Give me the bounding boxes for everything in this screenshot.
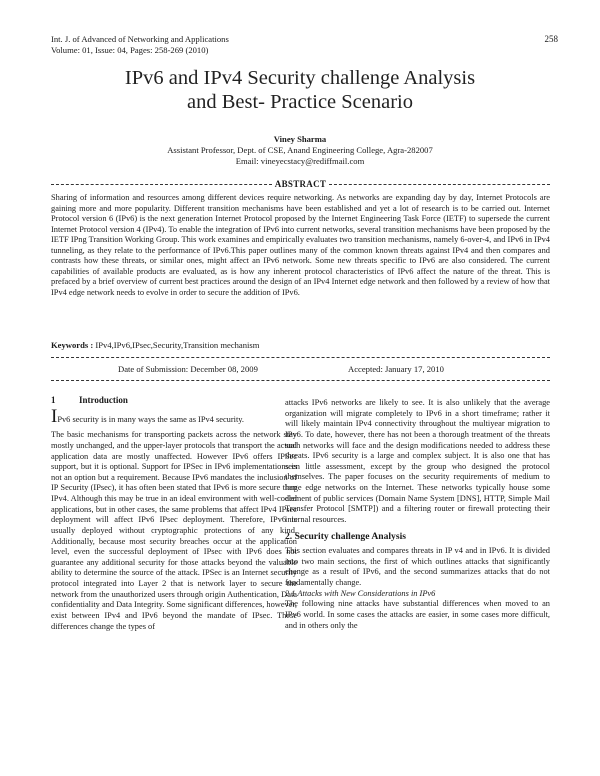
divider <box>329 184 550 185</box>
intro-first-paragraph <box>51 405 297 427</box>
journal-header <box>51 34 229 56</box>
section2-paragraph: This section evaluates and compares threats in IP v4 and in IPv6. It is divided into two main sections, the first of which outlines attacks that significantly change as a result of IPv6, and the second summarizes attacks that do not fundamentally change. <box>285 546 550 587</box>
author-affiliation: Assistant Professor, Dept. of CSE, Anand Engineering College, Agra-282007 <box>167 145 433 155</box>
title-line-1: IPv6 and IPv4 Security challenge Analysis <box>124 67 476 89</box>
keywords-line <box>51 340 550 350</box>
section-heading-introduction <box>51 395 297 406</box>
submission-date: Date of Submission: December 08, 2009 <box>118 364 258 374</box>
keywords-value: IPv4,IPv6,IPsec,Security,Transition mechanism <box>93 340 260 350</box>
accepted-date: Accepted: January 17, 2010 <box>348 364 444 374</box>
left-column <box>51 395 297 632</box>
divider <box>51 184 272 185</box>
abstract-text: Sharing of information and resources among different devices require networking. As networks are expanding day by day, Internet Protocols are gaining more and more popularity. Different transition mechanisms have been established and yet a lot of research is to be carried out. Internet Protocol version 6 (IPv6) is the next generation Internet Protocol proposed by the Internet Engineering Task Force (IETF) to supersede the current Internet Protocol version 4 (IPv4). To enable the integration of IPv6 into current networks, several transition mechanisms have been proposed by the IETF IPng Transition Working Group. This work examines and empirically evaluates two transition mechanisms, namely 6-over-4, and IPv6 in IPv4 tunneling, as they relate to the performance of IPv6.This paper outlines many of the common known threats against IPv4 and then compares and contrasts how these threats, or similar ones, might affect an IPv6 network. Some new threats specific to IPv6 are also considered. The current capabilities of available products are evaluated, as is how any inherent protocol characteristics of IPv6 affect the nature of the threat. This is prefaced by a brief overview of current best practices around the design of an IPv4 Internet edge network and then followed by a review of how that IPv4 edge network needs to evolve in order to secure the addition of IPv6. <box>51 193 550 297</box>
right-column <box>285 398 550 631</box>
journal-volume: Volume: 01, Issue: 04, Pages: 258-269 (2010) <box>51 45 209 55</box>
divider <box>51 380 550 381</box>
subsection-heading: 2.1 Attacks with New Considerations in IPv6 <box>285 588 436 598</box>
section-number: 1 <box>51 395 56 405</box>
intro-paragraph: The basic mechanisms for transporting packets across the network stay mostly unchanged, and the upper-layer protocols that transport the actual application data are mostly unaffected. However IPv6 offers IPSec support, but it is optional. Support for IPSec in IPv6 implementations is not an option but a requirement. Because IPv6 mandates the inclusion of IP Security (IPsec), it has often been stated that IPv6 is more secure than IPv4. Although this may be true in an ideal environment with well-coded applications, but in other cases, the same problems that affect IPv4 IPsec deployment will affect IPv6 IPsec deployment. Therefore, IPv6 is usually deployed without cryptographic protections of any kind. Additionally, because most security breaches occur at the application level, even the successful deployment of IPsec with IPv6 does not guarantee any additional security for those attacks beyond the valuable ability to determine the source of the attack. IPSec is an Internet security protocol integrated into Layer 2 that is network layer to secure the network from the unauthorized users through origin Authentication, Data confidentiality and Data Integrity. Some significant differences, however, exist between IPv4 and IPv6 beyond the mandate of IPsec. These differences change the types of <box>51 430 297 631</box>
journal-name: Int. J. of Advanced of Networking and Applications <box>51 34 229 44</box>
abstract-body <box>51 193 550 298</box>
abstract-heading <box>51 179 550 189</box>
subsection-paragraph: The following nine attacks have substantial differences when moved to an IPv6 world. In some cases the attacks are easier, in some cases more difficult, and in others only the <box>285 599 550 630</box>
section-heading-security-analysis: 2. Security challenge Analysis <box>285 530 406 542</box>
author-email[interactable]: Email: vineyecstacy@rediffmail.com <box>235 156 365 166</box>
drop-cap: I <box>51 405 58 427</box>
body-paragraph: attacks IPv6 networks are likely to see. It is also unlikely that the average organization will migrate completely to IPv6 in a short timeframe; rather it will likely maintain IPv4 connectivity throughout the multiyear migration to IPv6. To date, however, there has not been a thorough treatment of the threats such networks will face and the design modifications needed to address these threats. IPv6 security is a large and complex subject. It is also one that has seen little assessment, except by the group who designed the protocol themselves. The paper focuses on the security requirements of medium to large edge networks on the Internet. These networks typically house some element of public services (Domain Name System [DNS], HTTP, Simple Mail Transfer Protocol [SMTP]) and a filtering router or firewall protecting their internal resources. <box>285 398 550 524</box>
author-block <box>40 134 560 167</box>
author-name: Viney Sharma <box>273 134 327 144</box>
section-title: Introduction <box>79 395 128 405</box>
title-line-2: and Best- Practice Scenario <box>187 91 413 113</box>
divider <box>51 357 550 358</box>
intro-first-text: Pv6 security is in many ways the same as IPv4 security. <box>57 414 245 424</box>
page-number: 258 <box>544 34 558 44</box>
keywords-label: Keywords : <box>51 340 94 350</box>
abstract-label: ABSTRACT <box>274 179 327 189</box>
paper-title <box>40 66 560 114</box>
